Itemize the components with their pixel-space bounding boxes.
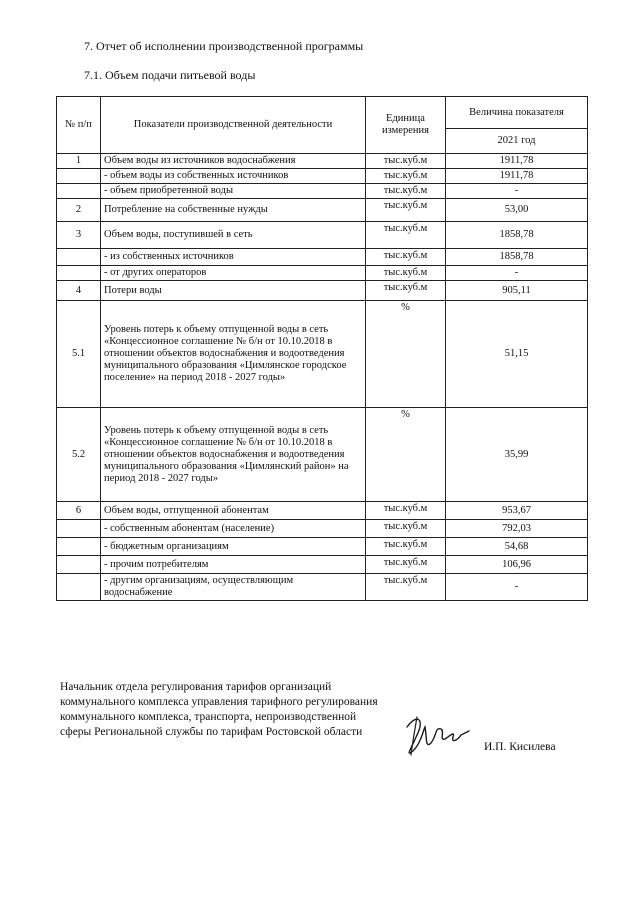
row-indicator: - бюджетным организациям	[101, 538, 366, 556]
row-indicator: Потери воды	[101, 281, 366, 301]
row-indicator: - от других операторов	[101, 266, 366, 281]
row-value: -	[446, 184, 588, 199]
row-indicator: Объем воды, поступившей в сеть	[101, 222, 366, 249]
subsection-title: 7.1. Объем подачи питьевой воды	[84, 68, 256, 82]
table-row	[57, 301, 588, 408]
row-unit: тыс.куб.м	[366, 222, 446, 249]
row-value: -	[446, 574, 588, 601]
header-year: 2021 год	[446, 129, 588, 154]
signer-position: Начальник отдела регулирования тарифов организаций коммунального комплекса управления тарифного регулирования коммунального комплекса, транспорта, непроизводственной сферы Региональной службы по тарифам Ростовской области	[60, 681, 378, 738]
row-indicator: Потребление на собственные нужды	[101, 199, 366, 222]
row-unit: тыс.куб.м	[366, 538, 446, 556]
row-unit: тыс.куб.м	[366, 520, 446, 538]
row-num	[57, 169, 101, 184]
row-value: 51,15	[446, 301, 588, 408]
table-row	[57, 266, 588, 281]
row-num	[57, 249, 101, 266]
row-num: 2	[57, 199, 101, 222]
row-num: 1	[57, 154, 101, 169]
table-row	[57, 408, 588, 502]
table-row	[57, 574, 588, 601]
row-value: 1911,78	[446, 154, 588, 169]
row-indicator: Уровень потерь к объему отпущенной воды в сеть «Концессионное соглашение № б/н от 10.10.2018 в отношении объектов водоснабжения и водоотведения муниципального образования «Цимлянский район» на период 2018 - 2027 годы»	[101, 408, 366, 502]
row-unit: %	[366, 408, 446, 502]
row-num: 5.2	[57, 408, 101, 502]
row-value: 35,99	[446, 408, 588, 502]
table-row	[57, 556, 588, 574]
row-value: 54,68	[446, 538, 588, 556]
table-row	[57, 249, 588, 266]
row-unit: тыс.куб.м	[366, 199, 446, 222]
water-supply-table	[56, 96, 588, 601]
row-value: 1858,78	[446, 249, 588, 266]
row-unit: тыс.куб.м	[366, 249, 446, 266]
row-indicator: - собственным абонентам (население)	[101, 520, 366, 538]
row-num: 4	[57, 281, 101, 301]
row-indicator: - другим организациям, осуществляющим водоснабжение	[101, 574, 366, 601]
row-unit: тыс.куб.м	[366, 556, 446, 574]
section-title: 7. Отчет об исполнении производственной программы	[84, 39, 364, 53]
row-value: 53,00	[446, 199, 588, 222]
row-num	[57, 266, 101, 281]
table-row	[57, 538, 588, 556]
row-indicator: Объем воды из источников водоснабжения	[101, 154, 366, 169]
row-num	[57, 574, 101, 601]
row-value: 106,96	[446, 556, 588, 574]
row-unit: тыс.куб.м	[366, 266, 446, 281]
row-unit: тыс.куб.м	[366, 154, 446, 169]
row-unit: %	[366, 301, 446, 408]
row-unit: тыс.куб.м	[366, 169, 446, 184]
table-body	[57, 154, 588, 601]
row-indicator: - из собственных источников	[101, 249, 366, 266]
table-row	[57, 169, 588, 184]
header-value-group: Величина показателя	[446, 97, 588, 129]
row-value: 1911,78	[446, 169, 588, 184]
header-unit: Единица измерения	[366, 97, 446, 154]
row-unit: тыс.куб.м	[366, 184, 446, 199]
row-num	[57, 184, 101, 199]
signature	[395, 705, 475, 765]
row-unit: тыс.куб.м	[366, 574, 446, 601]
table-row	[57, 222, 588, 249]
header-num: № п/п	[57, 97, 101, 154]
row-value: 792,03	[446, 520, 588, 538]
row-num: 6	[57, 502, 101, 520]
row-indicator: Уровень потерь к объему отпущенной воды в сеть «Концессионное соглашение № б/н от 10.10.2018 в отношении объектов водоснабжения и водоотведения муниципального образования «Цимлянское городское поселение» на период 2018 - 2027 годы»	[101, 301, 366, 408]
row-num: 3	[57, 222, 101, 249]
row-num	[57, 520, 101, 538]
table-row	[57, 154, 588, 169]
row-value: 1858,78	[446, 222, 588, 249]
row-num: 5.1	[57, 301, 101, 408]
row-indicator: - объем воды из собственных источников	[101, 169, 366, 184]
row-value: 905,11	[446, 281, 588, 301]
row-indicator: - объем приобретенной воды	[101, 184, 366, 199]
table-row	[57, 199, 588, 222]
table-row	[57, 520, 588, 538]
row-value: 953,67	[446, 502, 588, 520]
row-num	[57, 556, 101, 574]
signer-name: И.П. Кисилева	[484, 741, 556, 753]
header-indicator: Показатели производственной деятельности	[101, 97, 366, 154]
row-value: -	[446, 266, 588, 281]
row-num	[57, 538, 101, 556]
row-unit: тыс.куб.м	[366, 502, 446, 520]
table-row	[57, 281, 588, 301]
row-indicator: - прочим потребителям	[101, 556, 366, 574]
row-unit: тыс.куб.м	[366, 281, 446, 301]
table-row	[57, 502, 588, 520]
row-indicator: Объем воды, отпущенной абонентам	[101, 502, 366, 520]
table-row	[57, 184, 588, 199]
